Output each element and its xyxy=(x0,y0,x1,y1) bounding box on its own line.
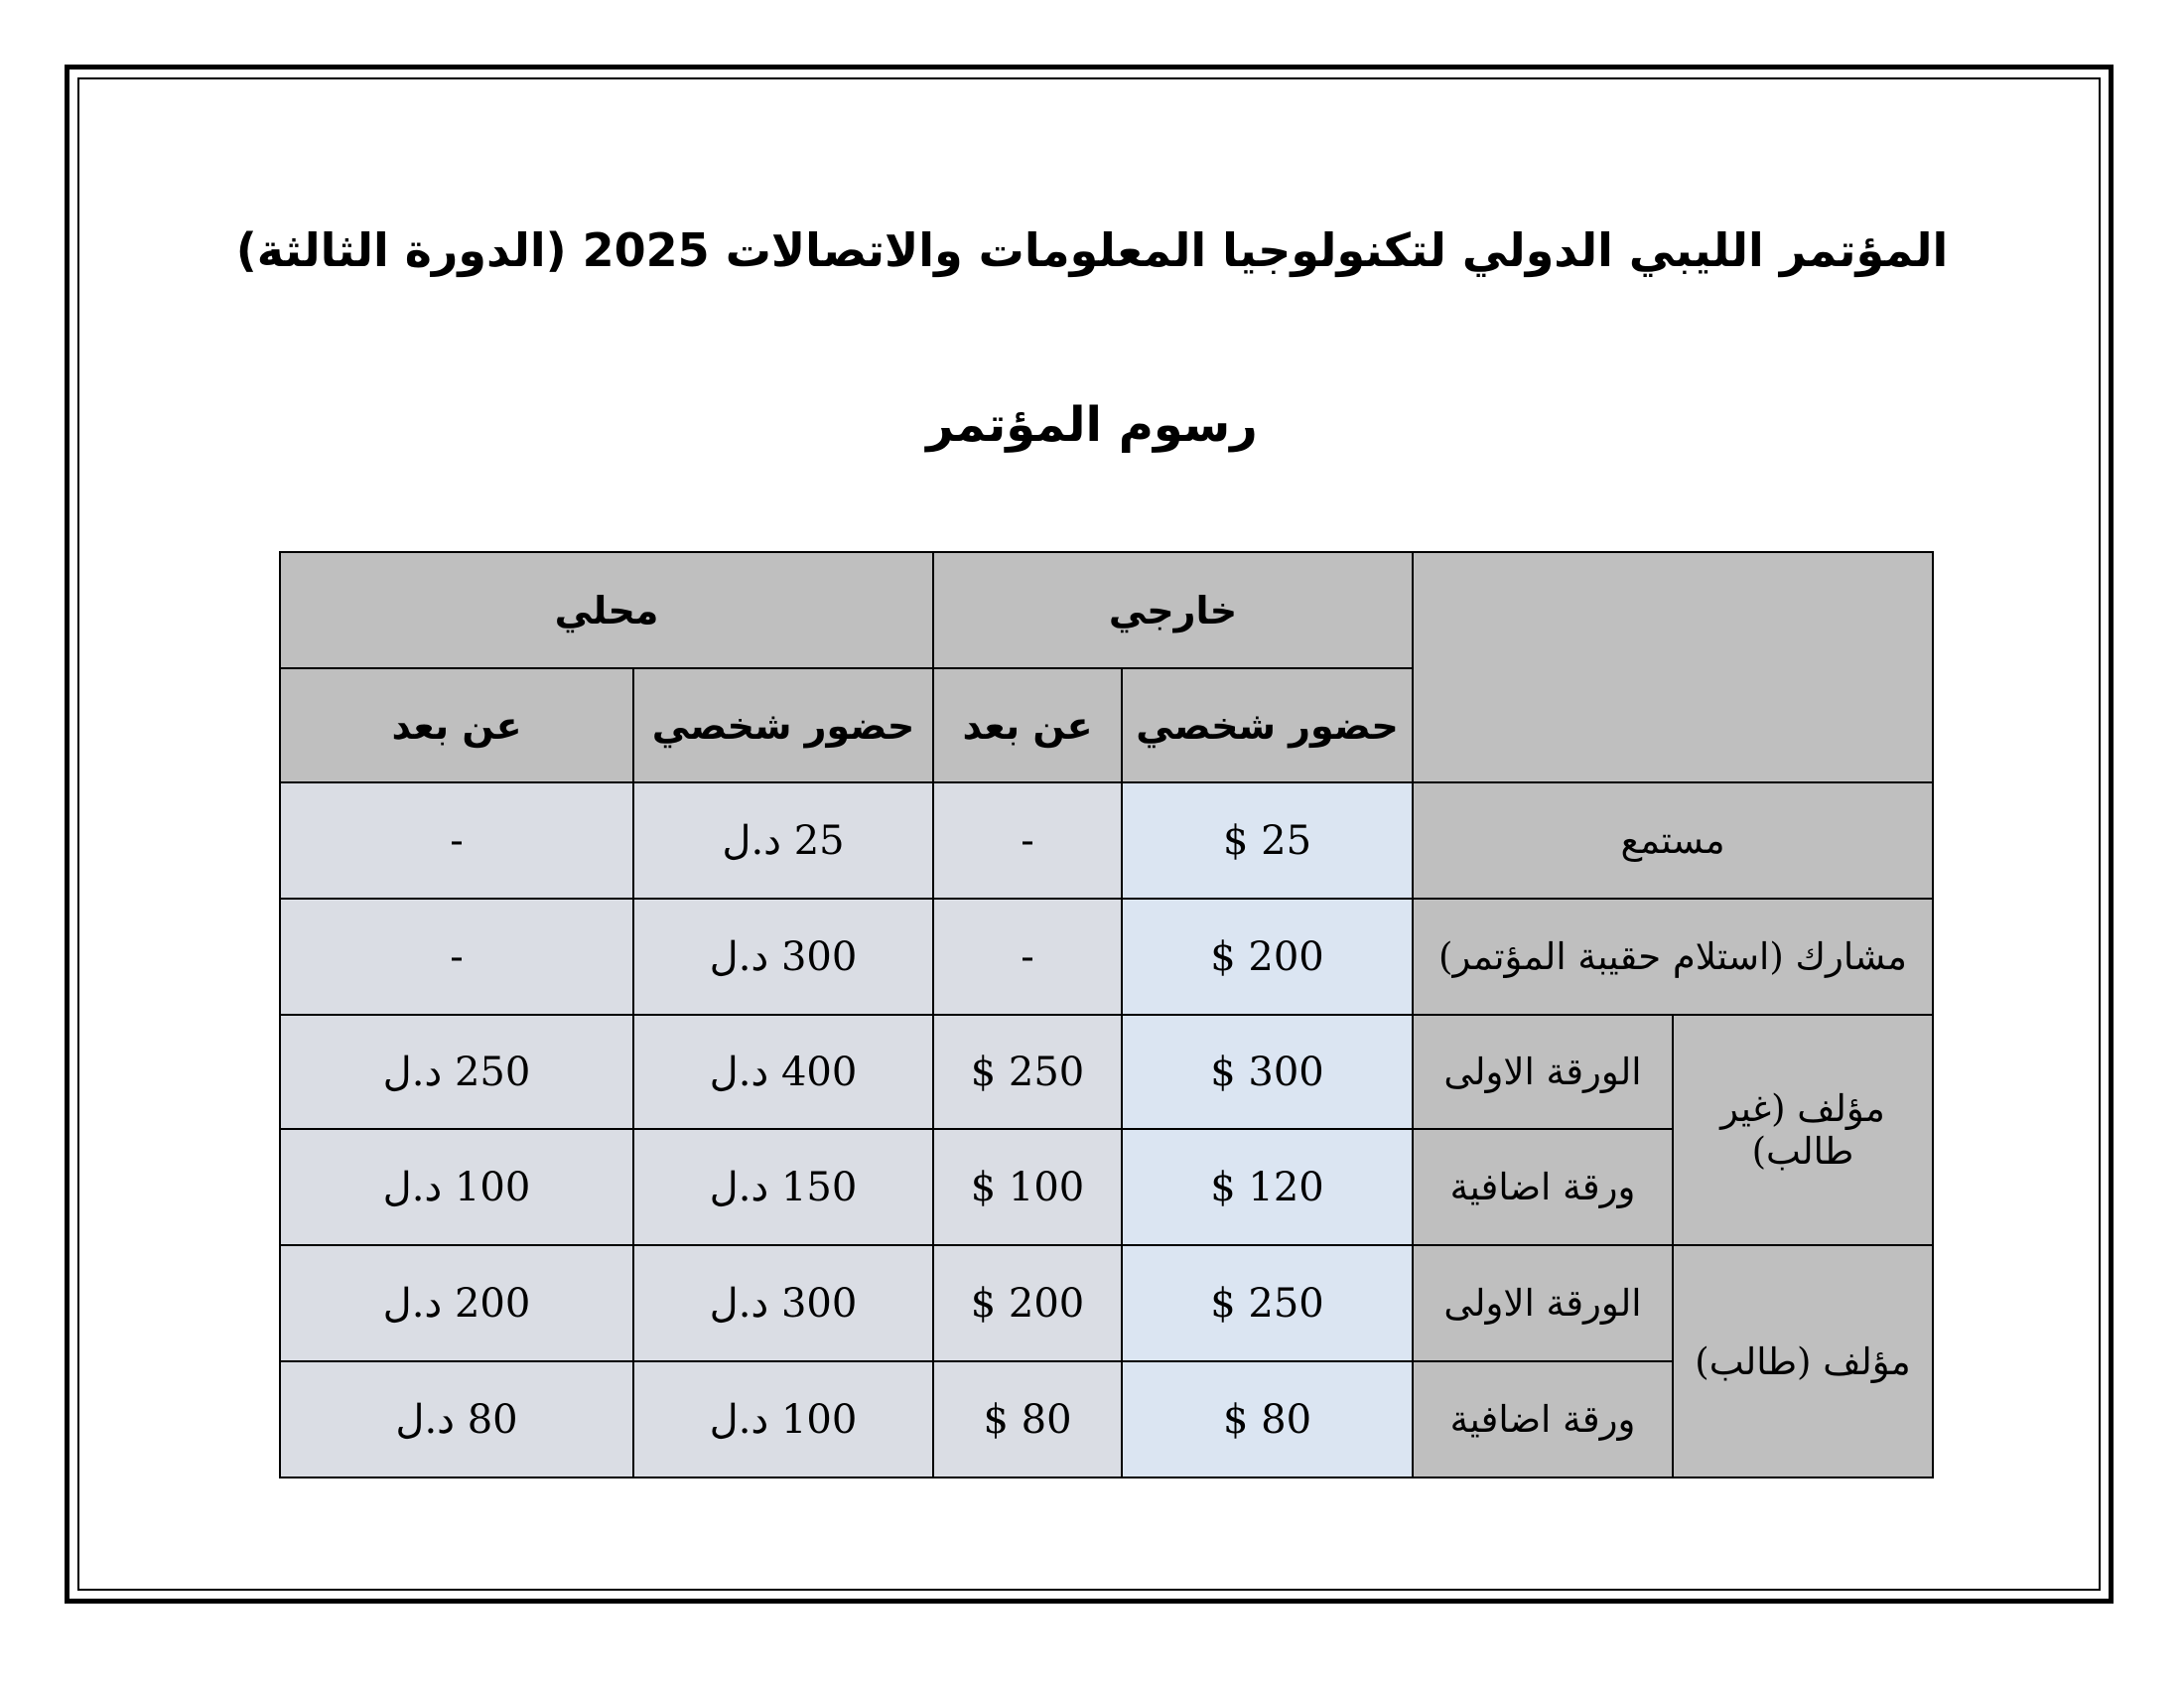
fee-cell: $ 120 xyxy=(1122,1129,1413,1245)
fee-cell: 400 د.ل xyxy=(633,1015,933,1129)
fee-cell: 100 د.ل xyxy=(280,1129,633,1245)
header-foreign-remote: عن بعد xyxy=(933,668,1122,782)
fee-cell: - xyxy=(280,899,633,1015)
fee-cell: $ 300 xyxy=(1122,1015,1413,1129)
table-row xyxy=(280,1245,1933,1361)
fee-cell: 250 د.ل xyxy=(280,1015,633,1129)
fee-cell: - xyxy=(933,782,1122,899)
fee-cell: 300 د.ل xyxy=(633,1245,933,1361)
fees-subtitle: رسوم المؤتمر xyxy=(926,397,1258,453)
header-local: محلي xyxy=(280,552,933,668)
row-label-listener: مستمع xyxy=(1413,782,1933,899)
header-local-in-person: حضور شخصي xyxy=(633,668,933,782)
row-label-first-paper: الورقة الاولى xyxy=(1413,1015,1673,1129)
row-label-extra-paper: ورقة اضافية xyxy=(1413,1361,1673,1477)
fee-cell: $ 80 xyxy=(933,1361,1122,1477)
row-label-participant: مشارك (استلام حقيبة المؤتمر) xyxy=(1413,899,1933,1015)
fee-cell: 200 د.ل xyxy=(280,1245,633,1361)
table-row xyxy=(280,1015,1933,1129)
fee-cell: 300 د.ل xyxy=(633,899,933,1015)
table-row xyxy=(280,899,1933,1015)
fee-cell: $ 100 xyxy=(933,1129,1122,1245)
fee-cell: 80 د.ل xyxy=(280,1361,633,1477)
row-label-extra-paper: ورقة اضافية xyxy=(1413,1129,1673,1245)
header-foreign-in-person: حضور شخصي xyxy=(1122,668,1413,782)
fee-cell: 100 د.ل xyxy=(633,1361,933,1477)
fee-cell: $ 80 xyxy=(1122,1361,1413,1477)
fee-cell: - xyxy=(933,899,1122,1015)
fee-cell: $ 25 xyxy=(1122,782,1413,899)
fees-table xyxy=(279,551,1934,1478)
fee-cell: $ 250 xyxy=(933,1015,1122,1129)
row-label-author-non-student: مؤلف (غير طالب) xyxy=(1673,1015,1933,1245)
fee-cell: $ 200 xyxy=(933,1245,1122,1361)
header-foreign: خارجي xyxy=(933,552,1413,668)
conference-title: المؤتمر الليبي الدولي لتكنولوجيا المعلومات والاتصالات 2025 (الدورة الثالثة) xyxy=(235,223,1949,277)
fee-cell: 25 د.ل xyxy=(633,782,933,899)
row-label-author-student: مؤلف (طالب) xyxy=(1673,1245,1933,1477)
header-local-remote: عن بعد xyxy=(280,668,633,782)
fee-cell: $ 250 xyxy=(1122,1245,1413,1361)
fee-cell: - xyxy=(280,782,633,899)
row-label-first-paper: الورقة الاولى xyxy=(1413,1245,1673,1361)
corner-header-cell xyxy=(1413,552,1933,782)
fee-cell: $ 200 xyxy=(1122,899,1413,1015)
table-row xyxy=(280,782,1933,899)
fee-cell: 150 د.ل xyxy=(633,1129,933,1245)
